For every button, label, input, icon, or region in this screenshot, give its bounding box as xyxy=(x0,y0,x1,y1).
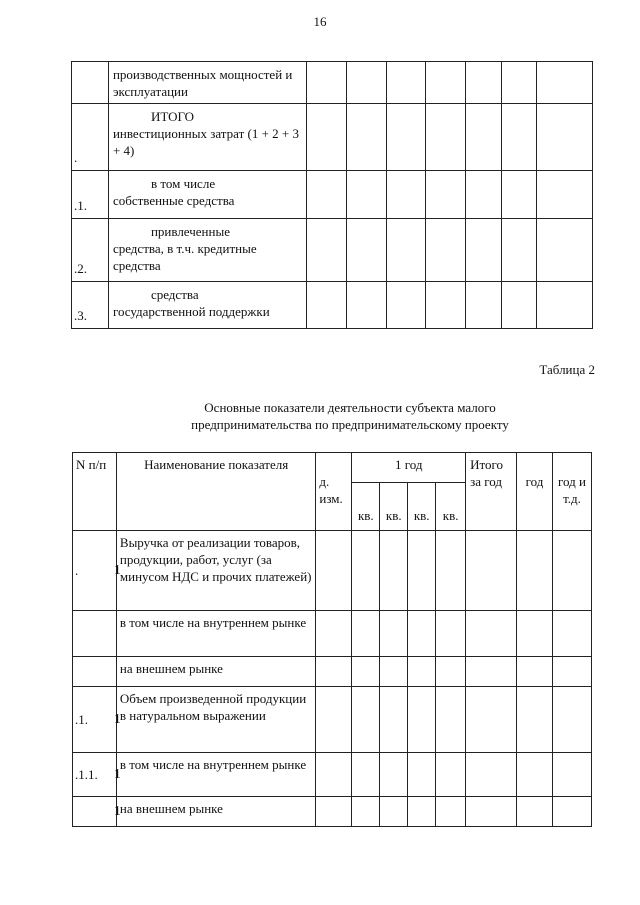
row-name xyxy=(108,282,306,329)
empty-cell xyxy=(426,104,466,171)
row-name-first: привлеченные xyxy=(150,224,230,239)
empty-cell xyxy=(517,611,553,657)
empty-cell xyxy=(436,531,466,611)
empty-cell xyxy=(436,611,466,657)
empty-cell xyxy=(553,657,592,687)
empty-cell xyxy=(553,531,592,611)
empty-cell xyxy=(352,753,380,797)
indicators-table xyxy=(72,452,592,827)
investment-table xyxy=(71,61,593,329)
empty-cell xyxy=(466,611,517,657)
empty-cell xyxy=(517,687,553,753)
empty-cell xyxy=(553,611,592,657)
empty-cell xyxy=(553,687,592,753)
row-number: .1. xyxy=(72,171,109,219)
row-number-text: . xyxy=(75,563,79,578)
empty-cell xyxy=(352,687,380,753)
row-number: .2. xyxy=(72,219,109,282)
header-quarter: кв. xyxy=(352,483,380,531)
table-caption: Таблица 2 xyxy=(539,362,595,377)
empty-cell xyxy=(466,171,502,219)
header-name: Наименование показателя xyxy=(116,453,315,531)
empty-cell xyxy=(386,282,426,329)
empty-cell xyxy=(346,171,386,219)
header-year: год xyxy=(517,453,553,531)
row-name: на внешнем рынке xyxy=(116,797,315,827)
row-number-text: .1. xyxy=(75,712,88,727)
empty-cell xyxy=(316,797,352,827)
empty-cell xyxy=(306,171,346,219)
row-mark: 1 xyxy=(113,804,121,819)
header-unit: д. изм. xyxy=(316,453,352,531)
empty-cell xyxy=(502,282,537,329)
empty-cell xyxy=(537,104,593,171)
row-name-rest: государственной поддержки xyxy=(112,304,270,319)
row-name-rest: инвестиционных затрат (1 + 2 + 3 + 4) xyxy=(112,126,299,158)
empty-cell xyxy=(426,219,466,282)
row-number xyxy=(73,687,121,753)
header-total: Итого за год xyxy=(466,453,517,531)
empty-cell xyxy=(352,797,380,827)
empty-cell xyxy=(316,753,352,797)
empty-cell xyxy=(316,531,352,611)
table2-row xyxy=(73,753,592,797)
empty-cell xyxy=(426,171,466,219)
empty-cell xyxy=(517,797,553,827)
empty-cell xyxy=(517,657,553,687)
header-num: N п/п xyxy=(73,453,117,531)
empty-cell xyxy=(306,62,346,104)
row-name xyxy=(108,219,306,282)
table1-row xyxy=(72,62,593,104)
empty-cell xyxy=(380,753,408,797)
empty-cell xyxy=(466,657,517,687)
row-mark: 1 xyxy=(113,767,121,782)
empty-cell xyxy=(426,62,466,104)
empty-cell xyxy=(466,531,517,611)
empty-cell xyxy=(386,104,426,171)
empty-cell xyxy=(306,104,346,171)
empty-cell xyxy=(408,687,436,753)
empty-cell xyxy=(408,753,436,797)
empty-cell xyxy=(466,753,517,797)
row-name-rest: собственные средства xyxy=(112,193,235,208)
row-name: в том числе на внутреннем рынке xyxy=(116,753,315,797)
empty-cell xyxy=(346,282,386,329)
header-quarter: кв. xyxy=(380,483,408,531)
row-name-first: средства xyxy=(150,287,199,302)
empty-cell xyxy=(436,687,466,753)
table2-header-row-1 xyxy=(73,453,592,483)
row-name-rest: средства, в т.ч. кредитные средства xyxy=(112,241,257,273)
table1-row xyxy=(72,104,593,171)
empty-cell xyxy=(380,531,408,611)
row-number xyxy=(73,611,117,657)
table-title-line1: Основные показатели деятельности субъекта малого xyxy=(204,400,496,415)
header-quarter: кв. xyxy=(436,483,466,531)
row-number xyxy=(73,531,121,611)
row-name xyxy=(108,104,306,171)
table2-row xyxy=(73,687,592,753)
row-number: .3. xyxy=(72,282,109,329)
empty-cell xyxy=(380,611,408,657)
row-number-text: .1.1. xyxy=(75,767,98,782)
table2-row xyxy=(73,797,592,827)
row-mark: 1 xyxy=(113,563,121,578)
empty-cell xyxy=(380,687,408,753)
row-name xyxy=(108,62,306,104)
empty-cell xyxy=(316,657,352,687)
empty-cell xyxy=(436,753,466,797)
empty-cell xyxy=(517,531,553,611)
empty-cell xyxy=(553,753,592,797)
row-name: на внешнем рынке xyxy=(116,657,315,687)
empty-cell xyxy=(352,531,380,611)
empty-cell xyxy=(386,62,426,104)
header-year-etc: год и т.д. xyxy=(553,453,592,531)
table1-row xyxy=(72,171,593,219)
empty-cell xyxy=(537,282,593,329)
empty-cell xyxy=(553,797,592,827)
table1-row xyxy=(72,219,593,282)
empty-cell xyxy=(466,687,517,753)
empty-cell xyxy=(386,171,426,219)
empty-cell xyxy=(502,219,537,282)
row-number xyxy=(72,62,109,104)
header-year1: 1 год xyxy=(352,453,466,483)
row-mark: 1 xyxy=(113,712,121,727)
table-title-line2: предпринимательства по предпринимательскому проекту xyxy=(191,417,509,432)
empty-cell xyxy=(466,62,502,104)
empty-cell xyxy=(346,104,386,171)
empty-cell xyxy=(386,219,426,282)
empty-cell xyxy=(466,104,502,171)
table-title xyxy=(100,399,600,433)
empty-cell xyxy=(502,62,537,104)
table1-row xyxy=(72,282,593,329)
empty-cell xyxy=(408,797,436,827)
row-number: . xyxy=(72,104,109,171)
empty-cell xyxy=(466,219,502,282)
row-name-first: ИТОГО xyxy=(150,109,195,124)
empty-cell xyxy=(316,611,352,657)
empty-cell xyxy=(517,753,553,797)
empty-cell xyxy=(346,62,386,104)
empty-cell xyxy=(316,687,352,753)
row-name: в том числе на внутреннем рынке xyxy=(116,611,315,657)
table2-row xyxy=(73,531,592,611)
row-number xyxy=(73,753,121,797)
row-number xyxy=(73,657,117,687)
row-name: Объем произведенной продукции в натуральном выражении xyxy=(116,687,315,753)
empty-cell xyxy=(346,219,386,282)
row-number xyxy=(73,797,121,827)
table2-row xyxy=(73,657,592,687)
page-number: 16 xyxy=(313,14,327,29)
empty-cell xyxy=(537,171,593,219)
empty-cell xyxy=(306,282,346,329)
empty-cell xyxy=(408,611,436,657)
empty-cell xyxy=(502,171,537,219)
header-quarter: кв. xyxy=(408,483,436,531)
empty-cell xyxy=(537,219,593,282)
empty-cell xyxy=(408,657,436,687)
empty-cell xyxy=(466,282,502,329)
empty-cell xyxy=(466,797,517,827)
empty-cell xyxy=(426,282,466,329)
empty-cell xyxy=(306,219,346,282)
row-name: Выручка от реализации товаров, продукции, работ, услуг (за минусом НДС и прочих платежей) xyxy=(116,531,315,611)
empty-cell xyxy=(380,797,408,827)
row-name xyxy=(108,171,306,219)
empty-cell xyxy=(537,62,593,104)
empty-cell xyxy=(408,531,436,611)
table2-row xyxy=(73,611,592,657)
row-name-first: в том числе xyxy=(150,176,216,191)
empty-cell xyxy=(380,657,408,687)
empty-cell xyxy=(436,797,466,827)
empty-cell xyxy=(352,657,380,687)
row-name-rest: производственных мощностей и эксплуатации xyxy=(112,67,293,99)
empty-cell xyxy=(352,611,380,657)
empty-cell xyxy=(436,657,466,687)
empty-cell xyxy=(502,104,537,171)
